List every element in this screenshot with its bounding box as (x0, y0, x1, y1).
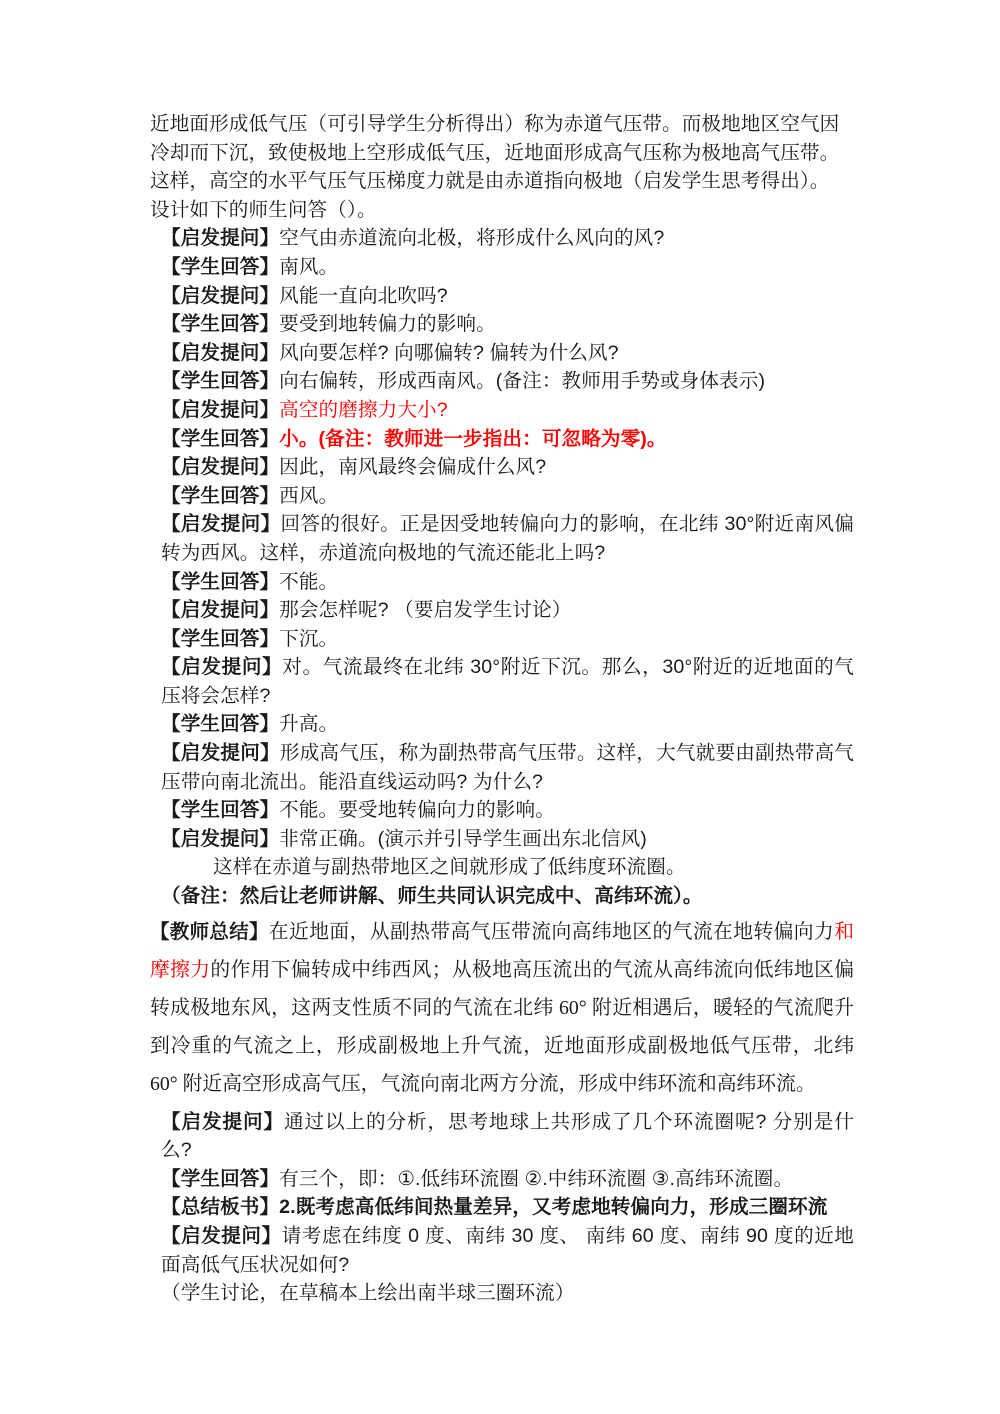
qa-text: 不能。要受地转偏向力的影响。 (279, 799, 555, 822)
qa-text: 通过以上的分析，思考地球上共形成了几个环流圈呢? 分别是什么? (161, 1110, 854, 1162)
qa-item (150, 453, 854, 482)
qa-tag: 【启发提问】 (161, 1110, 284, 1133)
qa-text-red: 高空的磨擦力大小? (279, 398, 448, 421)
qa-item (150, 310, 854, 339)
qa-tag: 【启发提问】 (161, 284, 280, 307)
qa-text: 有三个，即：①.低纬环流圈 ②.中纬环流圈 ③.高纬环流圈。 (279, 1167, 794, 1190)
qa-tag: 【学生回答】 (161, 255, 280, 278)
qa-text: 那会怎样呢? （要启发学生讨论） (279, 599, 572, 622)
qa-tag: 【启发提问】 (161, 1225, 282, 1248)
qa-tag: 【启发提问】 (161, 341, 280, 364)
qa-text: 要受到地转偏力的影响。 (279, 313, 496, 336)
qa-item (150, 253, 854, 282)
intro-line-4: 设计如下的师生问答（）。 (150, 198, 377, 221)
teacher-summary-paragraph (150, 913, 854, 1104)
intro-line-1: 近地面形成低气压（可引导学生分析得出）称为赤道气压带。而极地地区空气因 (150, 113, 840, 135)
qa-tag: 【学生回答】 (161, 713, 280, 736)
qa-tag: 【学生回答】 (161, 427, 280, 450)
qa-text: 空气由赤道流向北极，将形成什么风向的风? (279, 227, 665, 250)
qa-text: 向右偏转，形成西南风。(备注：教师用手势或身体表示) (279, 370, 766, 393)
qa-list (150, 224, 854, 910)
qa-tag: 【启发提问】 (161, 827, 280, 850)
qa-item (150, 625, 854, 654)
board-summary-text: 2.既考虑高低纬间热量差异，又考虑地转偏向力，形成三圈环流 (279, 1196, 828, 1219)
closing-question-cells (150, 1108, 854, 1165)
low-latitude-cell-note: 这样在赤道与副热带地区之间就形成了低纬度环流圈。 (213, 856, 686, 879)
teacher-summary-part2: 的作用下偏转成中纬西风；从极地高压流出的气流从高纬流向低纬地区偏转成极地东风，这两支性质不同的气流在北纬 60° 附近相遇后，暖轻的气流爬升到冷重的气流之上，形成副极地上升气流，近地面形成副极地低气压带，北纬 60° 附近高空形成高气压，气流向南北两方分流，形成中纬环流和高纬环流。 (150, 958, 854, 1096)
qa-item (150, 739, 854, 796)
qa-tag: 【学生回答】 (161, 627, 280, 650)
qa-text-red-bold: 小。(备注：教师进一步指出：可忽略为零)。 (279, 427, 667, 450)
qa-tag: 【启发提问】 (161, 456, 280, 479)
qa-text: 不能。 (279, 570, 339, 593)
qa-text: 下沉。 (279, 627, 339, 650)
qa-text: 非常正确。(演示并引导学生画出东北信风) (279, 827, 647, 850)
qa-item (150, 482, 854, 511)
qa-tag: 【启发提问】 (161, 742, 280, 765)
closing-block (150, 1108, 854, 1308)
qa-text: 回答的很好。正是因受地转偏向力的影响，在北纬 30°附近南风偏转为西风。这样，赤道流向极地的气流还能北上吗? (161, 513, 854, 564)
closing-question-latitudes (150, 1222, 854, 1279)
teacher-summary-red-phrase: 和摩擦力 (150, 920, 854, 981)
intro-line-3: 这样，高空的水平气压气压梯度力就是由赤道指向极地（启发学生思考得出）。 (150, 170, 830, 193)
qa-tag: 【学生回答】 (161, 1167, 280, 1190)
qa-item (150, 367, 854, 396)
intro-paragraph (150, 110, 854, 224)
qa-item (150, 825, 854, 854)
intro-line-2: 冷却而下沉，致使极地上空形成低气压，近地面形成高气压称为极地高气压带。 (150, 141, 840, 164)
qa-tag: 【启发提问】 (161, 227, 280, 250)
qa-item (150, 339, 854, 368)
closing-answer-cells (150, 1165, 854, 1194)
qa-item-highlight (150, 425, 854, 454)
qa-text: 对。气流最终在北纬 30°附近下沉。那么，30°附近的近地面的气压将会怎样? (161, 656, 855, 707)
teacher-remark-note: （备注：然后让老师讲解、师生共同认识完成中、高纬环流）。 (161, 885, 703, 908)
qa-text: 风向要怎样? 向哪偏转? 偏转为什么风? (279, 341, 619, 364)
qa-item-highlight (150, 396, 854, 425)
qa-tag: 【学生回答】 (161, 313, 280, 336)
qa-text: 西风。 (279, 484, 339, 507)
qa-tag: 【学生回答】 (161, 799, 280, 822)
qa-tag: 【启发提问】 (161, 599, 280, 622)
qa-tag: 【启发提问】 (161, 398, 280, 421)
qa-item (150, 796, 854, 825)
qa-text: 南风。 (279, 255, 339, 278)
qa-tag: 【启发提问】 (161, 656, 283, 679)
board-summary-line (150, 1193, 854, 1222)
board-summary-tag: 【总结板书】 (161, 1196, 280, 1219)
qa-text: 升高。 (279, 713, 339, 736)
closing-discussion-note: （学生讨论，在草稿本上绘出南半球三圈环流） (161, 1282, 575, 1305)
qa-text: 形成高气压，称为副热带高气压带。这样，大气就要由副热带高气压带向南北流出。能沿直线运动吗? 为什么? (161, 742, 854, 793)
teacher-summary-tag: 【教师总结】 (150, 920, 269, 943)
qa-text: 风能一直向北吹吗? (279, 284, 448, 307)
qa-item (150, 224, 854, 253)
qa-tag: 【学生回答】 (161, 570, 280, 593)
qa-item (150, 568, 854, 597)
document-body (150, 110, 854, 1308)
qa-text: 因此，南风最终会偏成什么风? (279, 456, 547, 479)
qa-item (150, 710, 854, 739)
qa-item (150, 282, 854, 311)
qa-item (150, 653, 854, 710)
qa-text: 请考虑在纬度 0 度、南纬 30 度、 南纬 60 度、南纬 90 度的近地面高低气压状况如何? (161, 1225, 854, 1276)
qa-tag: 【启发提问】 (161, 513, 281, 536)
qa-item (150, 510, 854, 567)
qa-tag: 【学生回答】 (161, 370, 280, 393)
qa-tag: 【学生回答】 (161, 484, 280, 507)
teacher-summary-part1: 在近地面，从副热带高气压带流向高纬地区的气流在地转偏向力 (268, 920, 835, 943)
qa-item (150, 596, 854, 625)
